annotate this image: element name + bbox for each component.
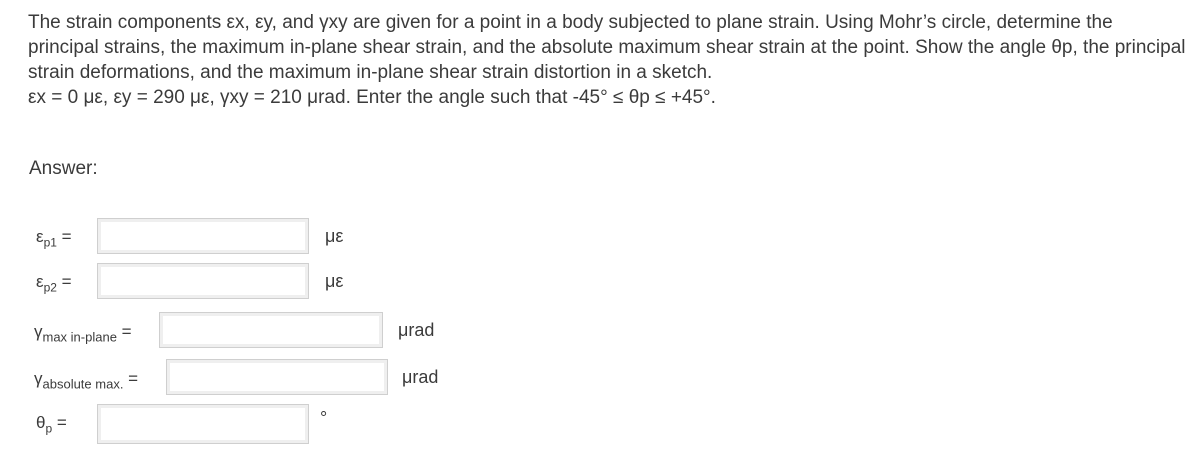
theta-p-label-symbol: θ [36, 413, 46, 432]
gamma-abs-label-symbol: γ [34, 369, 43, 388]
theta-p-unit: ° [320, 408, 328, 428]
gamma-max-label-symbol: γ [34, 322, 43, 341]
gamma-max-label-sub: max in-plane [42, 329, 117, 345]
gamma-abs-label-suffix: = [123, 369, 139, 388]
gamma-max-in-plane-unit: μrad [398, 320, 435, 340]
ep2-label-suffix: = [56, 272, 72, 291]
ep2-label-symbol: ε [36, 272, 44, 291]
ep2-label-sub: p2 [43, 280, 57, 295]
ep2-input[interactable] [97, 263, 309, 299]
ep1-label-suffix: = [56, 227, 72, 246]
ep2-unit: με [325, 271, 344, 291]
gamma-abs-label-sub: absolute max. [42, 376, 124, 392]
gamma-absolute-max-input[interactable] [166, 359, 388, 395]
gamma-max-in-plane-label [34, 322, 132, 344]
ep1-label-sub: p1 [43, 235, 57, 250]
gamma-absolute-max-unit: μrad [402, 367, 439, 387]
problem-statement [28, 10, 1188, 110]
given-values: εx = 0 με, εy = 290 με, γxy = 210 μrad. Enter the angle such that -45° ≤ θp ≤ +45°. [28, 87, 716, 108]
ep1-label-symbol: ε [36, 227, 44, 246]
gamma-max-label-suffix: = [116, 322, 132, 341]
theta-p-label-sub: p [45, 421, 53, 436]
theta-p-input[interactable] [97, 404, 309, 444]
gamma-max-in-plane-input[interactable] [159, 312, 383, 348]
ep2-label [36, 272, 72, 294]
ep1-label [36, 227, 72, 249]
ep1-input[interactable] [97, 218, 309, 254]
ep1-unit: με [325, 226, 344, 246]
theta-p-label-suffix: = [52, 413, 67, 432]
gamma-absolute-max-label [34, 369, 138, 391]
answer-label: Answer: [29, 158, 98, 179]
theta-p-label [36, 413, 67, 435]
problem-paragraph: The strain components εx, εy, and γxy are given for a point in a body subjected to plane strain. Using Mohr’s circle, determine the principal strains, the maximum in-plane shear strain, and the absolute maximum shear strain at the point. Show the angle θp, the principal strain deformations, and the maximum in-plane shear strain distortion in a sketch. [28, 12, 1186, 83]
